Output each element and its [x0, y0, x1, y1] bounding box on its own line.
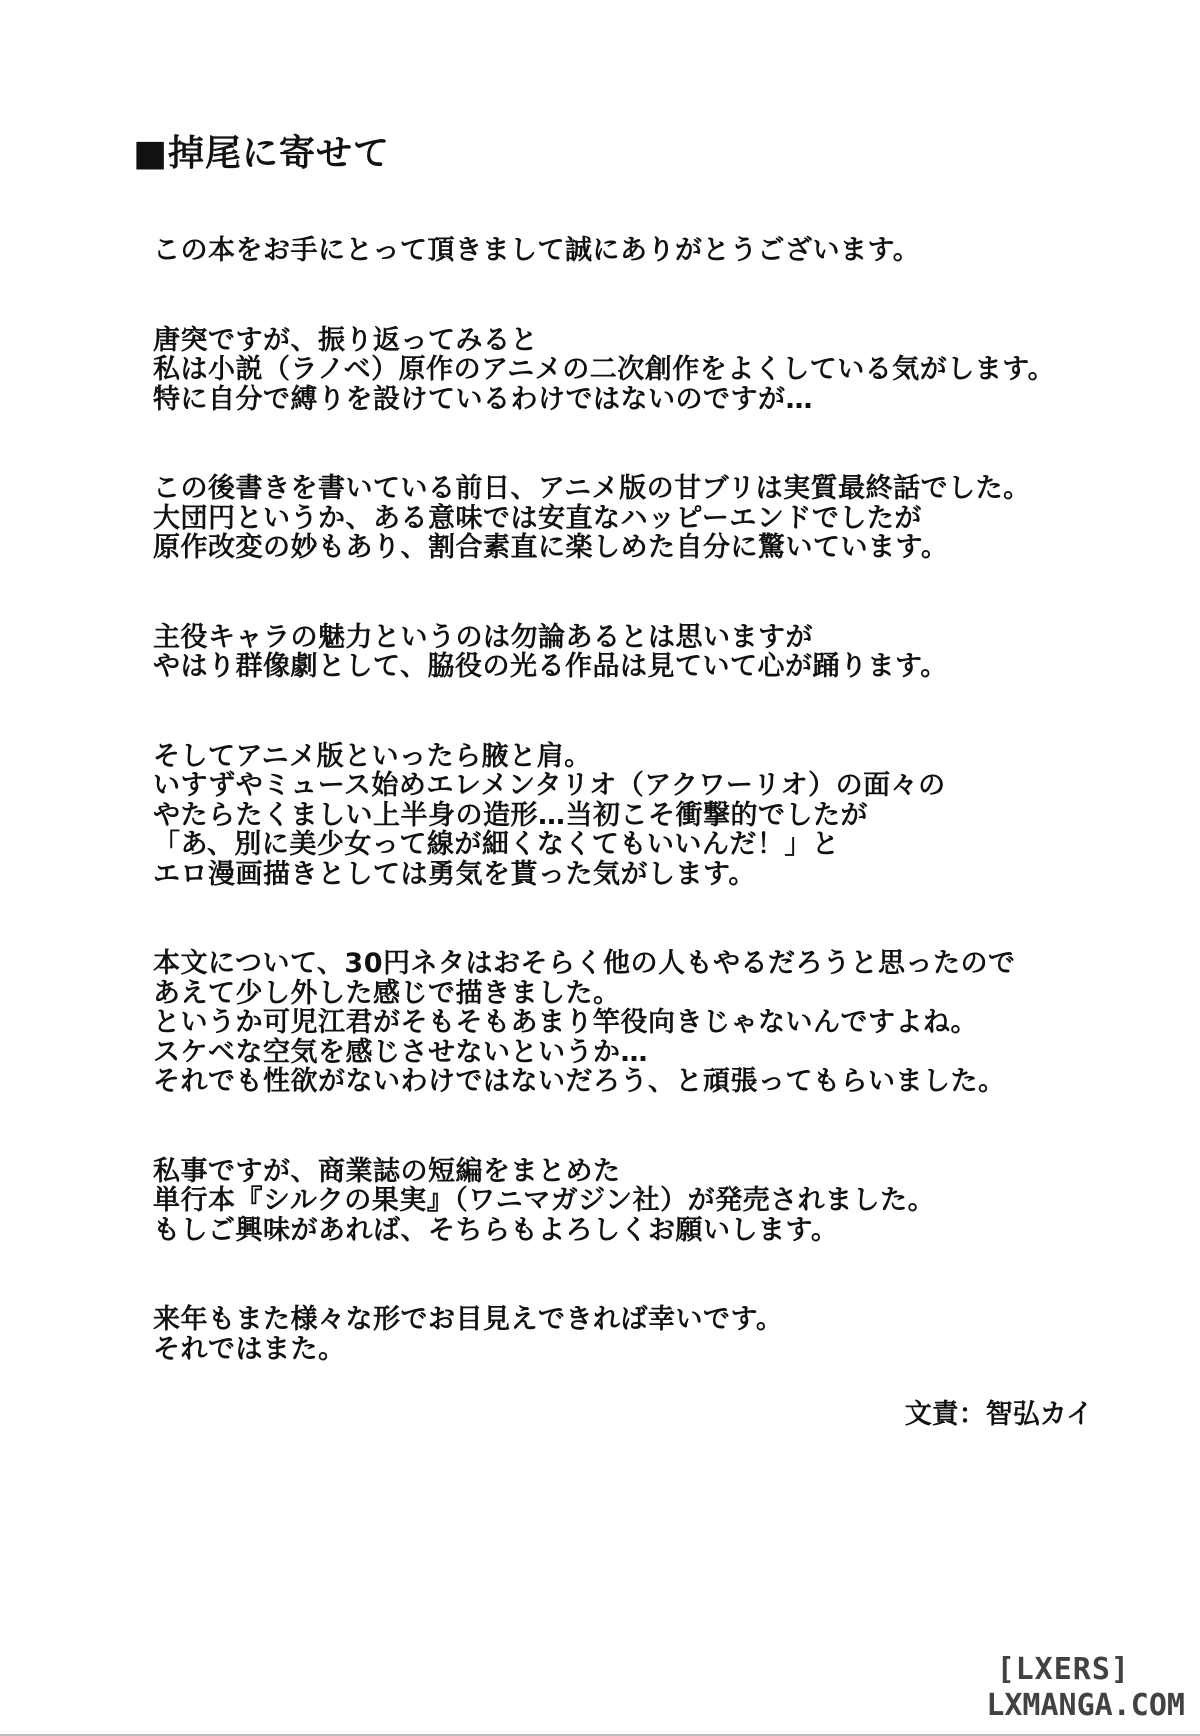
text-line: スケベな空気を感じさせないというか… [153, 1036, 648, 1068]
text-line: やたらたくましい上半身の造形…当初こそ衝撃的でしたが [153, 799, 868, 831]
watermark-site: LXMANGA.COM [986, 1688, 1185, 1723]
paragraph-closing [153, 1305, 1113, 1364]
text-line: 私は小説（ラノベ）原作のアニメの二次創作をよくしている気がします。 [153, 354, 1056, 385]
author-signature: 文責：智弘カイ [904, 1399, 1093, 1430]
text-line: 大団円というか、ある意味では安直なハッピーエンドでしたが [153, 502, 922, 534]
text-line: 本文について、30円ネタはおそらく他の人もやるだろうと思ったので [153, 948, 1016, 979]
paragraph-final-episode [153, 474, 1113, 563]
text-line: そしてアニメ版といったら腋と肩。 [153, 740, 592, 772]
text-line: それでも性欲がないわけではないだろう、と頑張ってもらいました。 [153, 1066, 1006, 1097]
paragraph-about-content [153, 949, 1113, 1097]
page-title: ■掉尾に寄せて [133, 133, 391, 174]
text-line: エロ漫画描きとしては勇気を貰った気がします。 [153, 858, 756, 890]
text-line: 単行本『シルクの果実』（ワニマガジン社）が発売されました。 [153, 1185, 936, 1216]
paragraph-light-novel [153, 326, 1113, 415]
site-watermark [986, 1652, 1185, 1724]
text-line: あえて少し外した感じで描きました。 [153, 977, 621, 1009]
text-line: 特に自分で縛りを設けているわけではないのですが… [153, 383, 813, 415]
text-line: 唐突ですが、振り返ってみると [153, 324, 538, 356]
text-line: それではまた。 [153, 1333, 346, 1365]
afterword-body [153, 236, 1113, 1424]
text-line: 主役キャラの魅力というのは勿論あるとは思いますが [153, 621, 813, 653]
text-line: いすずやミュース始めエレメンタリオ（アクワーリオ）の面々の [153, 770, 946, 801]
text-line: 来年もまた様々な形でお目見えできれば幸いです。 [153, 1304, 784, 1335]
paragraph-thanks [153, 236, 1113, 266]
text-line: 私事ですが、商業誌の短編をまとめた [153, 1155, 621, 1187]
text-line: もしご興味があれば、そちらもよろしくお願いします。 [153, 1214, 839, 1246]
text-line: 原作改変の妙もあり、割合素直に楽しめた自分に驚いています。 [153, 532, 949, 563]
text-line: この本をお手にとって頂きまして誠にありがとうございます。 [153, 235, 921, 266]
watermark-group: [LXERS] [996, 1652, 1130, 1687]
text-line: 「あ、別に美少女って線が細くなくてもいいんだ！」と [153, 829, 840, 860]
paragraph-ensemble [153, 623, 1113, 682]
text-line: やはり群像劇として、脇役の光る作品は見ていて心が踊ります。 [153, 651, 948, 682]
paragraph-anime-design [153, 742, 1113, 890]
paragraph-announcement [153, 1157, 1113, 1246]
text-line: この後書きを書いている前日、アニメ版の甘ブリは実質最終話でした。 [153, 473, 1031, 504]
text-line: というか可児江君がそもそもあまり竿役向きじゃないんですよね。 [153, 1007, 978, 1038]
